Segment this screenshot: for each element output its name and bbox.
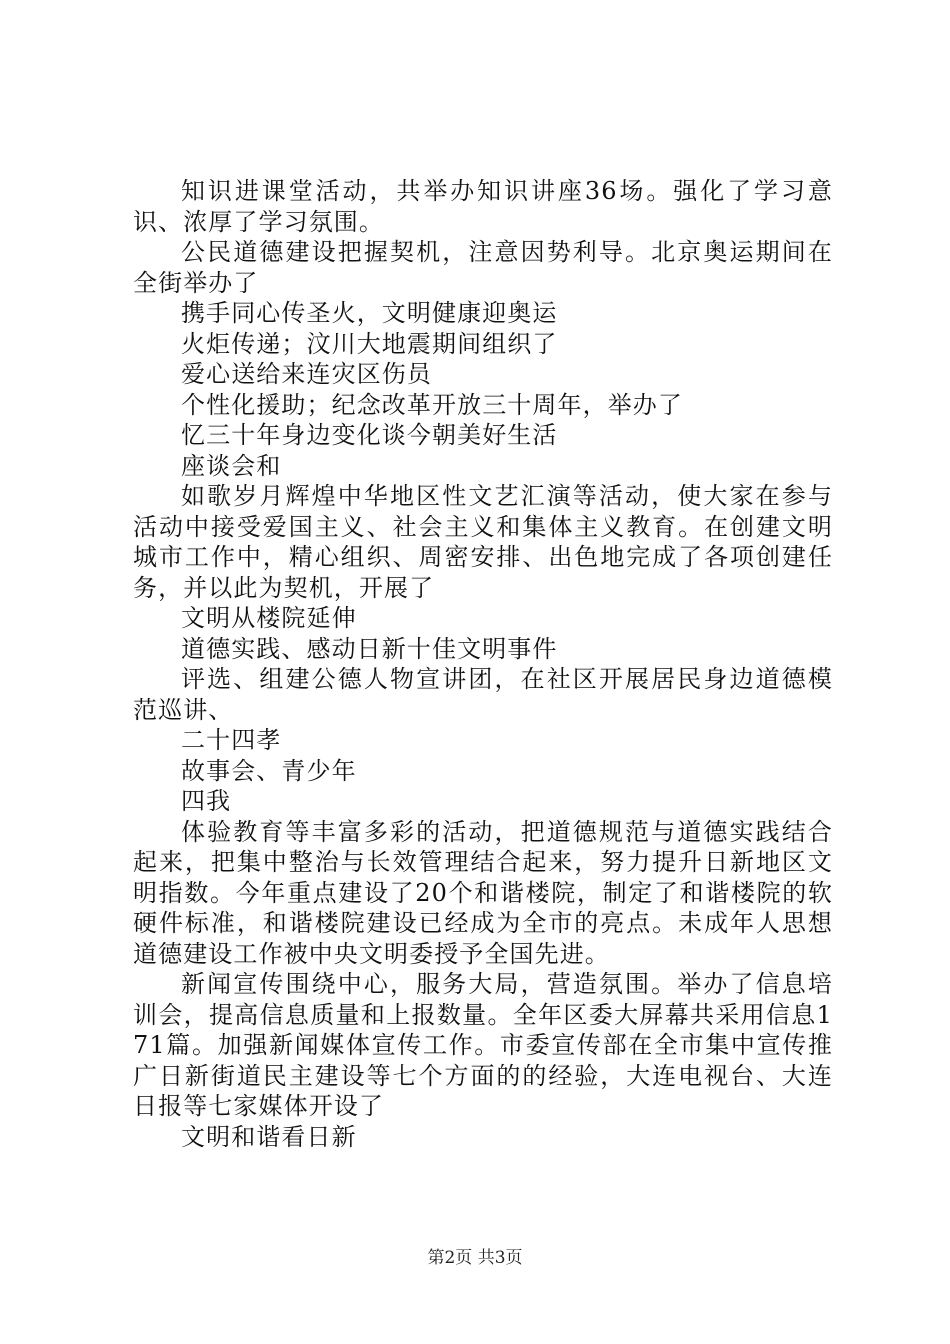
paragraph-4: 火炬传递；汶川大地震期间组织了 — [181, 329, 558, 358]
paragraph-8: 座谈会和 — [181, 451, 282, 480]
paragraph-14: 故事会、青少年 — [181, 756, 357, 785]
paragraph-16: 体验教育等丰富多彩的活动，把道德规范与道德实践结合起来，把集中整治与长效管理结合起来，努力提升日新地区文明指数。今年重点建设了20个和谐楼院，制定了和谐楼院的软硬件标准，和谐楼院建设已经成为全市的亮点。未成年人思想道德建设工作被中央文明委授予全国先进。 — [133, 817, 833, 968]
paragraph-3: 携手同心传圣火，文明健康迎奥运 — [181, 299, 558, 327]
paragraph-17: 新闻宣传围绕中心，服务大局，营造氛围。举办了信息培训会，提高信息质量和上报数量。全年区委大屏幕共采用信息171篇。加强新闻媒体宣传工作。市委宣传部在全市集中宣传推广日新街道民主建设等七个方面的的经验，大连电视台、大连日报等七家媒体开设了 — [133, 970, 833, 1120]
paragraph-11: 道德实践、感动日新十佳文明事件 — [181, 634, 558, 663]
paragraph-18: 文明和谐看日新 — [181, 1122, 357, 1151]
paragraph-6: 个性化援助；纪念改革开放三十周年，举办了 — [181, 390, 683, 419]
paragraph-1: 知识进课堂活动，共举办知识讲座36场。强化了学习意识、浓厚了学习氛围。 — [133, 177, 833, 236]
paragraph-13: 二十四孝 — [181, 726, 282, 754]
paragraph-7: 忆三十年身边变化谈今朝美好生活 — [181, 421, 558, 449]
paragraph-15: 四我 — [181, 787, 232, 815]
paragraph-10: 文明从楼院延伸 — [181, 604, 357, 632]
document-body — [133, 176, 833, 1152]
paragraph-2: 公民道德建设把握契机，注意因势利导。北京奥运期间在全街举办了 — [133, 238, 833, 297]
page-footer — [0, 1243, 950, 1268]
paragraph-12: 评选、组建公德人物宣讲团，在社区开展居民身边道德模范巡讲、 — [133, 665, 833, 724]
paragraph-9: 如歌岁月辉煌中华地区性文艺汇演等活动，使大家在参与活动中接受爱国主义、社会主义和集体主义教育。在创建文明城市工作中，精心组织、周密安排、出色地完成了各项创建任务，并以此为契机，开展了 — [133, 482, 833, 602]
page-number-label: 第2页 共3页 — [427, 1248, 523, 1268]
paragraph-5: 爱心送给来连灾区伤员 — [181, 360, 432, 388]
